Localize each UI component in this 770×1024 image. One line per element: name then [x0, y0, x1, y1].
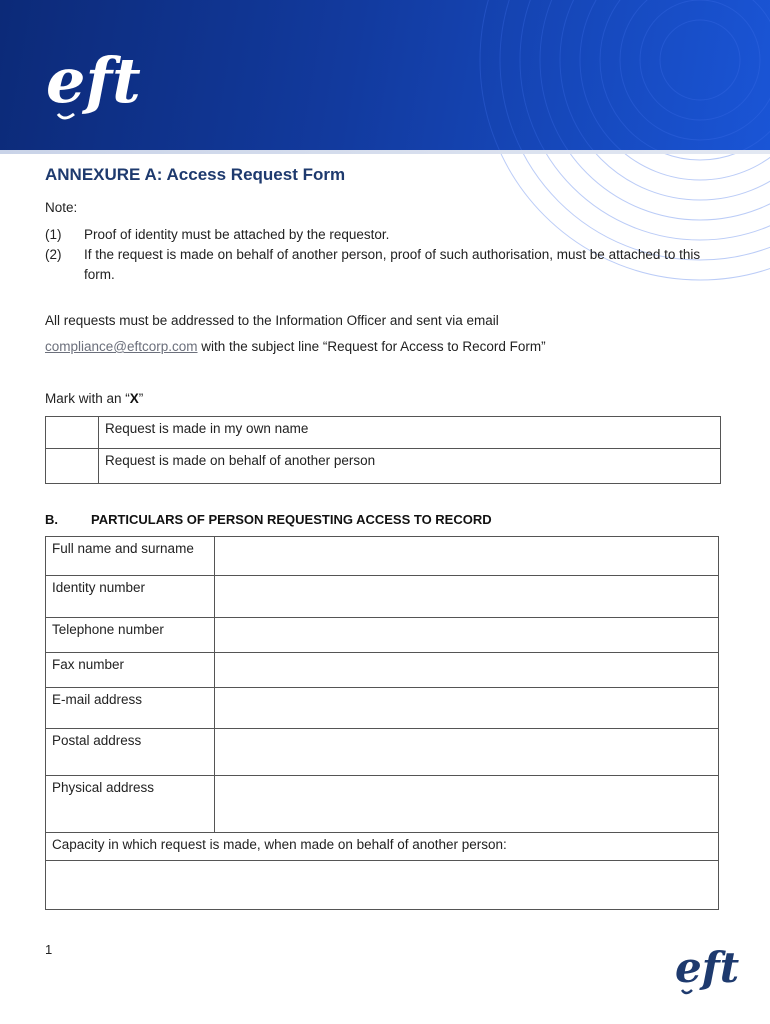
section-title: PARTICULARS OF PERSON REQUESTING ACCESS TO RECORD — [91, 512, 492, 527]
table-row — [46, 729, 719, 776]
note-label: Note: — [45, 200, 78, 215]
table-row — [46, 776, 719, 833]
note-number-2: (2) — [45, 247, 62, 262]
field-label: Fax number — [46, 653, 215, 688]
instructions-line-2 — [45, 339, 546, 354]
email-field[interactable] — [215, 688, 719, 729]
choice-row — [46, 449, 721, 484]
choice-label-behalf: Request is made on behalf of another person — [99, 449, 721, 484]
choice-row — [46, 417, 721, 449]
svg-text:eft: eft — [46, 44, 141, 117]
field-label: Identity number — [46, 576, 215, 618]
table-row — [46, 833, 719, 861]
field-label: Postal address — [46, 729, 215, 776]
capacity-field[interactable] — [46, 861, 719, 910]
mark-prefix: Mark with an “ — [45, 391, 130, 406]
choice-label-own-name: Request is made in my own name — [99, 417, 721, 449]
instructions-line-1: All requests must be addressed to the Information Officer and sent via email — [45, 313, 499, 328]
page-number: 1 — [45, 942, 53, 957]
eft-logo-footer — [674, 942, 740, 1005]
table-row — [46, 618, 719, 653]
field-label: Full name and surname — [46, 537, 215, 576]
page-title: ANNEXURE A: Access Request Form — [45, 165, 346, 184]
capacity-label: Capacity in which request is made, when made on behalf of another person: — [46, 833, 719, 861]
table-row — [46, 653, 719, 688]
mark-symbol: X — [129, 391, 139, 406]
eft-logo — [44, 44, 141, 131]
telephone-field[interactable] — [215, 618, 719, 653]
behalf-checkbox[interactable] — [46, 449, 99, 484]
table-row — [46, 576, 719, 618]
email-link[interactable]: compliance@eftcorp.com — [45, 339, 198, 354]
particulars-table — [45, 536, 719, 910]
identity-number-field[interactable] — [215, 576, 719, 618]
note-item-1: Proof of identity must be attached by the requestor. — [84, 227, 390, 242]
mark-instruction — [45, 391, 143, 406]
own-name-checkbox[interactable] — [46, 417, 99, 449]
section-b-heading — [45, 512, 492, 527]
fax-field[interactable] — [215, 653, 719, 688]
table-row — [46, 861, 719, 910]
table-row — [46, 537, 719, 576]
full-name-field[interactable] — [215, 537, 719, 576]
table-row — [46, 688, 719, 729]
svg-text:eft: eft — [675, 943, 740, 992]
header-banner — [0, 0, 770, 150]
field-label: Telephone number — [46, 618, 215, 653]
field-label: Physical address — [46, 776, 215, 833]
note-item-2: If the request is made on behalf of another person, proof of such authorisation, must be attached to this form. — [84, 247, 701, 282]
note-number-1: (1) — [45, 227, 62, 242]
postal-address-field[interactable] — [215, 729, 719, 776]
field-label: E-mail address — [46, 688, 215, 729]
mark-suffix: ” — [138, 391, 144, 406]
physical-address-field[interactable] — [215, 776, 719, 833]
section-letter: B. — [45, 512, 58, 527]
banner-divider — [0, 150, 770, 154]
request-type-table — [45, 416, 721, 484]
subject-line-text: with the subject line “Request for Access to Record Form” — [197, 339, 546, 354]
